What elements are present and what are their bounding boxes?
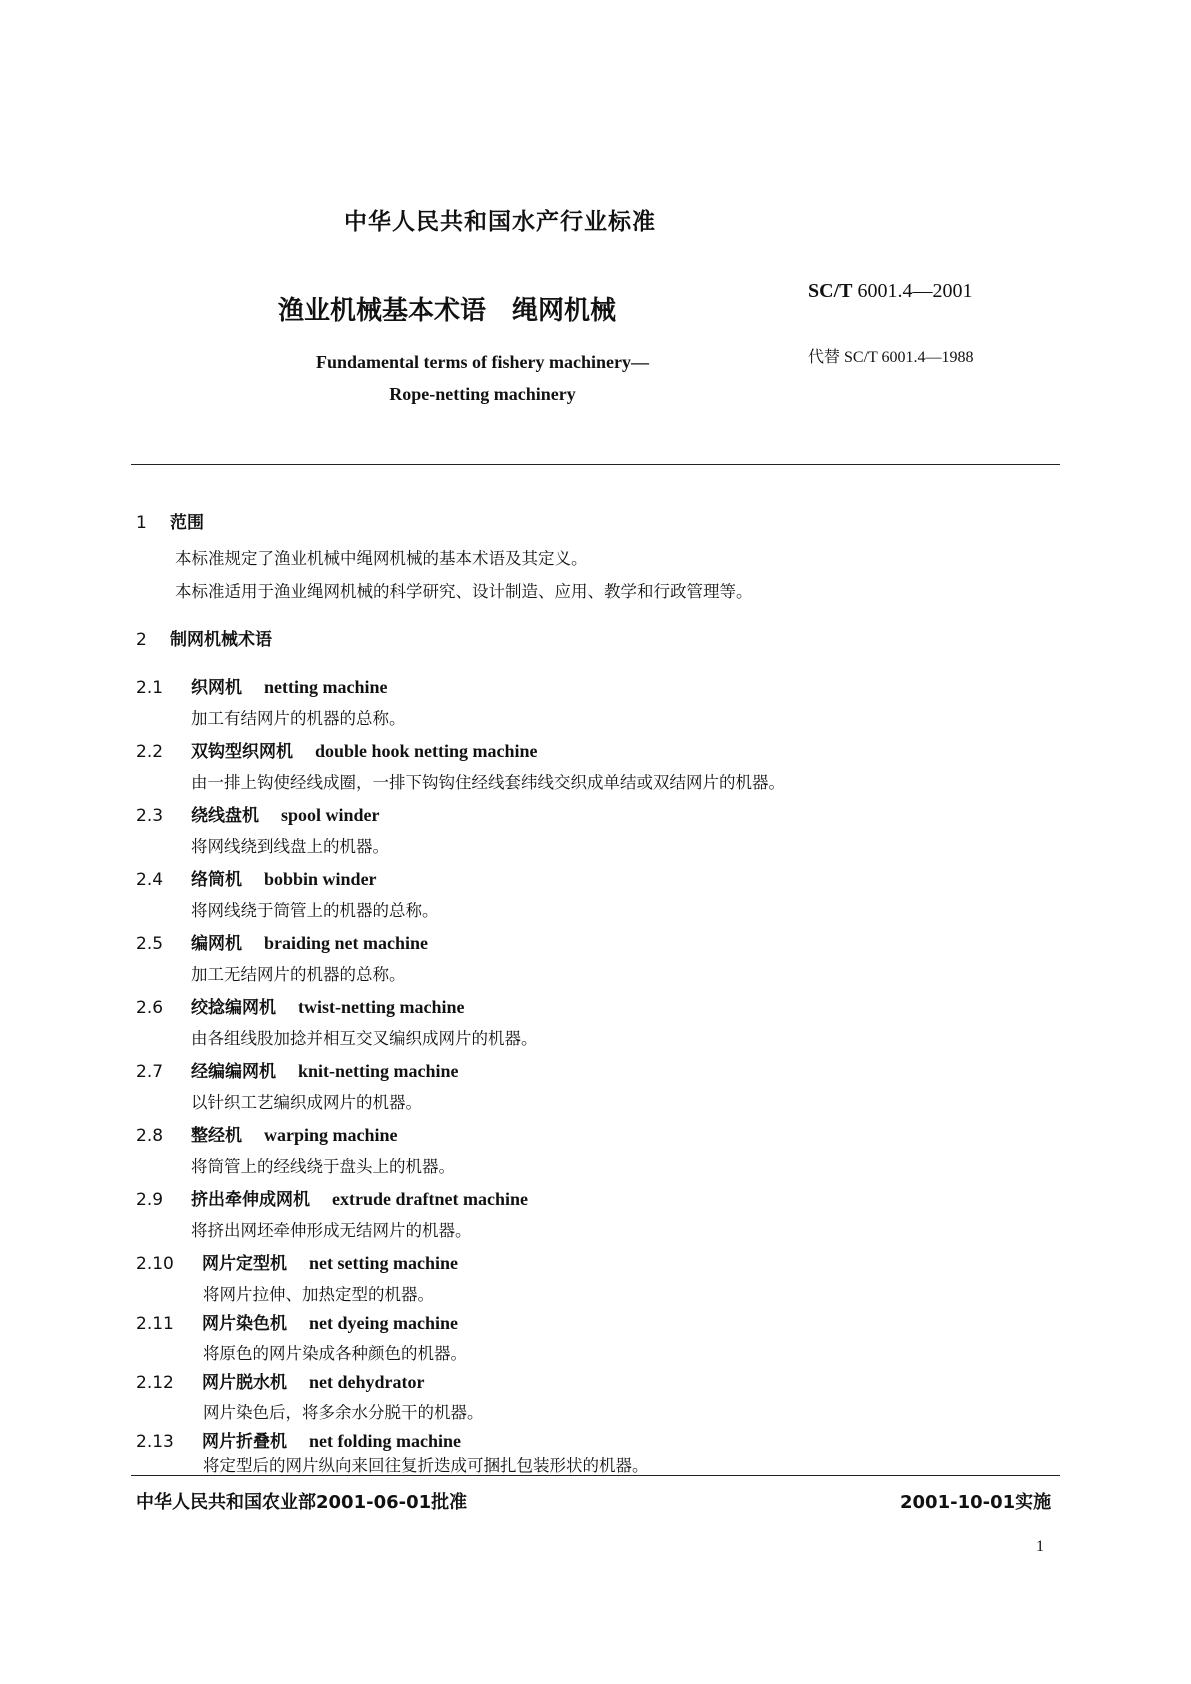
term-chinese: 整经机 bbox=[191, 1126, 242, 1146]
term-number: 2.4 bbox=[136, 870, 164, 890]
term-chinese: 编网机 bbox=[191, 934, 242, 954]
term-chinese: 双钩型织网机 bbox=[191, 742, 293, 762]
term-english: double hook netting machine bbox=[315, 741, 538, 761]
term-english: net dyeing machine bbox=[309, 1313, 459, 1333]
term-chinese: 网片定型机 bbox=[202, 1254, 287, 1274]
term-heading bbox=[136, 1057, 459, 1082]
term-number: 2.12 bbox=[136, 1373, 174, 1393]
footer-divider bbox=[131, 1475, 1060, 1476]
scope-paragraph: 本标准规定了渔业机械中绳网机械的基本术语及其定义。 bbox=[175, 549, 588, 568]
term-heading bbox=[136, 737, 538, 762]
term-chinese: 经编编网机 bbox=[191, 1062, 276, 1082]
term-definition: 将筒管上的经线绕于盘头上的机器。 bbox=[191, 1157, 455, 1176]
term-definition: 将网线绕到线盘上的机器。 bbox=[191, 837, 389, 856]
term-definition: 加工有结网片的机器的总称。 bbox=[191, 709, 406, 728]
term-english: warping machine bbox=[264, 1125, 398, 1145]
effective-date: 2001-10-01实施 bbox=[900, 1492, 1052, 1513]
term-number: 2.7 bbox=[136, 1062, 164, 1082]
term-chinese: 挤出牵伸成网机 bbox=[191, 1190, 310, 1210]
section-label: 制网机械术语 bbox=[170, 630, 272, 650]
term-heading bbox=[136, 993, 464, 1018]
term-english: spool winder bbox=[281, 805, 380, 825]
term-heading bbox=[136, 1249, 458, 1274]
standard-code bbox=[808, 280, 972, 303]
standard-code-number: 6001.4—2001 bbox=[857, 280, 973, 302]
term-english: net folding machine bbox=[309, 1431, 462, 1451]
term-english: net dehydrator bbox=[309, 1372, 425, 1392]
term-number: 2.1 bbox=[136, 678, 164, 698]
term-number: 2.5 bbox=[136, 934, 164, 954]
term-definition: 加工无结网片的机器的总称。 bbox=[191, 965, 406, 984]
header-divider bbox=[131, 464, 1060, 465]
term-heading bbox=[136, 801, 380, 826]
section-label: 范围 bbox=[170, 513, 204, 533]
section-number: 1 bbox=[136, 513, 147, 533]
term-chinese: 网片折叠机 bbox=[202, 1432, 287, 1452]
term-definition: 以针织工艺编织成网片的机器。 bbox=[191, 1093, 422, 1112]
term-definition: 将网片拉伸、加热定型的机器。 bbox=[203, 1285, 434, 1304]
approval-statement: 中华人民共和国农业部2001-06-01批准 bbox=[136, 1492, 468, 1513]
document-title-english-line1: Fundamental terms of fishery machinery— bbox=[316, 352, 649, 372]
scope-paragraph: 本标准适用于渔业绳网机械的科学研究、设计制造、应用、教学和行政管理等。 bbox=[175, 582, 753, 601]
replaces-standard: 代替 SC/T 6001.4—1988 bbox=[808, 349, 974, 366]
standard-category-heading: 中华人民共和国水产行业标准 bbox=[344, 209, 656, 235]
term-definition: 由各组线股加捻并相互交叉编织成网片的机器。 bbox=[191, 1029, 538, 1048]
term-heading bbox=[136, 1427, 461, 1452]
term-chinese: 络筒机 bbox=[191, 870, 242, 890]
section-number: 2 bbox=[136, 630, 147, 650]
term-heading bbox=[136, 929, 428, 954]
term-english: knit-netting machine bbox=[298, 1061, 459, 1081]
term-definition: 由一排上钩使经线成圈，一排下钩钩住经线套纬线交织成单结或双结网片的机器。 bbox=[191, 773, 785, 792]
term-chinese: 织网机 bbox=[191, 678, 242, 698]
section-1-heading bbox=[136, 508, 204, 533]
term-number: 2.10 bbox=[136, 1254, 174, 1274]
term-number: 2.2 bbox=[136, 742, 164, 762]
term-heading bbox=[136, 1185, 528, 1210]
term-number: 2.11 bbox=[136, 1314, 174, 1334]
standard-code-prefix: SC/T bbox=[808, 280, 853, 302]
term-heading bbox=[136, 1121, 398, 1146]
term-definition: 网片染色后，将多余水分脱干的机器。 bbox=[203, 1403, 484, 1422]
term-definition: 将挤出网坯牵伸形成无结网片的机器。 bbox=[191, 1221, 472, 1240]
term-chinese: 网片染色机 bbox=[202, 1314, 287, 1334]
term-english: braiding net machine bbox=[264, 933, 429, 953]
term-number: 2.8 bbox=[136, 1126, 164, 1146]
term-number: 2.3 bbox=[136, 806, 164, 826]
term-heading bbox=[136, 673, 388, 698]
term-chinese: 绕线盘机 bbox=[191, 806, 259, 826]
term-chinese: 绞捻编网机 bbox=[191, 998, 276, 1018]
term-english: netting machine bbox=[264, 677, 388, 697]
term-english: extrude draftnet machine bbox=[332, 1189, 528, 1209]
term-heading bbox=[136, 1309, 458, 1334]
section-2-heading bbox=[136, 625, 272, 650]
term-heading bbox=[136, 865, 377, 890]
term-definition: 将网线绕于筒管上的机器的总称。 bbox=[191, 901, 439, 920]
document-title-english-line2: Rope-netting machinery bbox=[389, 384, 576, 404]
term-definition: 将定型后的网片纵向来回往复折迭成可捆扎包装形状的机器。 bbox=[203, 1456, 649, 1475]
term-number: 2.9 bbox=[136, 1190, 164, 1210]
document-title-chinese: 渔业机械基本术语 绳网机械 bbox=[278, 296, 617, 326]
term-definition: 将原色的网片染成各种颜色的机器。 bbox=[203, 1344, 467, 1363]
term-english: net setting machine bbox=[309, 1253, 458, 1273]
term-number: 2.13 bbox=[136, 1432, 174, 1452]
term-english: bobbin winder bbox=[264, 869, 377, 889]
term-english: twist-netting machine bbox=[298, 997, 465, 1017]
term-heading bbox=[136, 1368, 425, 1393]
page-number: 1 bbox=[1036, 1538, 1044, 1555]
term-chinese: 网片脱水机 bbox=[202, 1373, 287, 1393]
term-number: 2.6 bbox=[136, 998, 164, 1018]
